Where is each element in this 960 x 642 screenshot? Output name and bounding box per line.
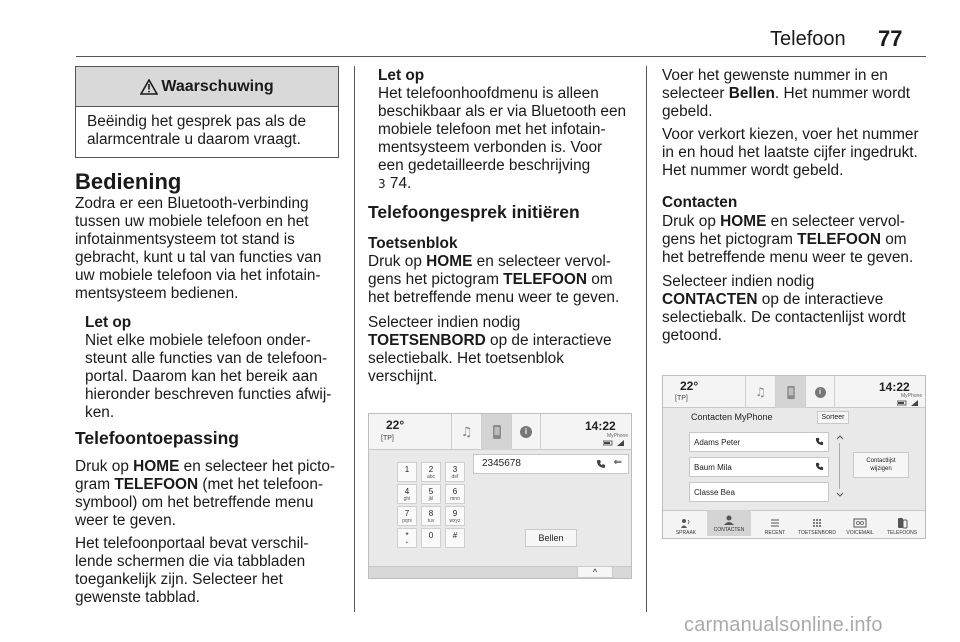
text-line: selectiebalk. De contactenlijst wordt [662,309,906,326]
contact-name: Baum Mila [694,463,732,472]
key-3[interactable]: 3 def [445,462,465,482]
expand-button[interactable] [577,566,613,578]
text-line: getoond. [662,327,722,344]
text-line: Voor verkort kiezen, voer het nummer [662,126,919,143]
key-5[interactable]: 5 jkl [421,484,441,504]
traffic-program-indicator: [TP] [675,395,688,402]
text-line: portal. Daarom kan het bereik aan [85,368,318,385]
phones-icon [896,517,908,529]
selector-label: VOICEMAIL [846,530,874,536]
temperature: 22° [680,379,699,393]
warning-triangle-icon [140,79,158,95]
key-1[interactable]: 1 [397,462,417,482]
infotainment-screenshot-keypad [368,413,632,579]
text-line: Selecteer indien nodig [368,314,521,331]
heading-bediening: Bediening [75,169,182,194]
music-note-icon: ♫ [460,424,473,440]
text-line: toegankelijk zijn. Selecteer het [75,571,283,588]
toepassing-paragraph-2 [75,535,350,607]
contact-row[interactable] [689,457,829,477]
clock: 14:22 [879,380,910,394]
contact-list-title: Contacten MyPhone [691,412,773,422]
text-line: tussen uw mobiele telefoon en het [75,213,309,230]
text-line: selectiebalk. Het toetsenblok [368,350,564,367]
page-reference-link[interactable] [378,175,640,193]
note-title: Let op [378,67,425,84]
text-line: Zodra er een Bluetooth-verbinding [75,195,309,212]
text-line: gebracht, kunt u tal van functies van [75,249,322,266]
button-label: Contactlijst [866,458,896,464]
reference-arrow-icon: 3 [378,177,386,191]
selector-label: CONTACTEN [713,527,745,533]
backspace-icon[interactable]: ⇐ [613,457,622,468]
text-line: infotainmentsysteem tot stand is [75,231,295,248]
clock: 14:22 [585,419,616,433]
watermark: carmanualsonline.info [684,614,883,636]
number-input-field[interactable] [473,454,629,474]
key-hash[interactable]: # [445,528,465,548]
text-line: beschikbaar als er via Bluetooth een [378,103,627,120]
warning-body [76,107,338,155]
text-line: Druk op HOME en selecteer het picto- [75,458,336,475]
selector-recent[interactable] [755,517,795,536]
traffic-program-indicator: [TP] [381,435,394,442]
selector-label: SPRAAK [675,530,697,536]
key-9[interactable]: 9 wxyz [445,506,465,526]
contacten-paragraph-1 [662,213,937,267]
text-line: hieronder beschreven functies afwij- [85,386,332,403]
contact-row[interactable] [689,482,829,502]
button-label: wijzigen [870,466,892,472]
contact-row[interactable] [689,432,829,452]
heading-telefoongesprek-initieren: Telefoongesprek initiëren [368,202,580,222]
text-line: Het nummer wordt gebeld. [662,162,844,179]
tab-music[interactable] [451,414,481,450]
text-line: selecteer Bellen. Het nummer wordt [662,85,911,102]
subheading-toetsenblok: Toetsenblok [368,235,458,252]
reference-page: 74. [385,175,412,192]
header-rule [76,56,926,57]
warning-line: Beëindig het gesprek pas als de [87,113,307,130]
battery-signal-icon [897,400,919,406]
selector-label: TOETSENBORD [798,530,836,536]
text-line: mentsysteem bedienen. [75,285,239,302]
scrollbar[interactable] [836,434,844,500]
tab-music[interactable] [745,376,775,408]
text-line: weer te geven. [75,512,176,529]
info-icon: i [520,426,532,438]
page-header [0,26,960,56]
note-left [85,314,350,422]
text-line: het betreffende menu weer te geven. [662,249,914,266]
toetsenblok-paragraph-1 [368,253,643,307]
text-line: gens het pictogram TELEFOON om [662,231,907,248]
text-line: mobiele telefoon met het infotain- [378,121,606,138]
edit-contact-list-button[interactable] [853,452,909,478]
page-title: Telefoon [770,28,846,50]
key-8[interactable]: 8 tuv [421,506,441,526]
keypad-icon [811,517,823,529]
key-6[interactable]: 6 mno [445,484,465,504]
scroll-down-icon[interactable] [836,492,844,498]
voicemail-icon [853,517,867,529]
text-line: Het telefoonportaal bevat verschil- [75,535,309,552]
key-star[interactable]: * + [397,528,417,548]
connected-phone-name: MyPhone [901,393,923,399]
interaction-selector-bar [663,510,925,538]
call-contact-icon[interactable] [815,437,824,446]
selector-keypad[interactable] [795,517,839,536]
toetsenblok-paragraph-2 [368,314,643,386]
recent-calls-icon [769,517,781,529]
tab-info[interactable] [511,414,541,450]
text-line: het betreffende menu weer te geven. [368,289,620,306]
heading-telefoontoepassing: Telefoontoepassing [75,428,239,448]
scroll-up-icon[interactable] [836,434,844,440]
phone-device-icon [492,424,502,440]
text-line: Voer het gewenste nummer in en [662,67,888,84]
selector-speech[interactable] [667,517,705,536]
text-line: een gedetailleerde beschrijving [378,157,591,174]
right-paragraph-1 [662,67,932,121]
warning-title: Waarschuwing [161,77,274,95]
key-0[interactable]: 0 [421,528,441,548]
right-paragraph-2 [662,126,937,180]
text-line: Druk op HOME en selecteer vervol- [368,253,611,270]
battery-signal-icon [603,440,625,446]
temperature: 22° [386,418,405,432]
text-line: TOETSENBORD op de interactieve [368,332,612,349]
text-line: CONTACTEN op de interactieve [662,291,884,308]
text-line: Selecteer indien nodig [662,273,815,290]
warning-line: alarmcentrale u daarom vraagt. [87,131,301,148]
scroll-track [839,443,840,489]
column-divider-left [354,66,355,612]
sort-button[interactable]: Sorteer [817,411,849,424]
text-line: gram TELEFOON (met het telefoon- [75,476,324,493]
page-number: 77 [878,26,903,51]
note-middle [378,67,640,193]
contacten-paragraph-2 [662,273,937,345]
key-7[interactable]: 7 pqrs [397,506,417,526]
selector-voicemail[interactable] [841,517,879,536]
contacts-icon [723,514,735,526]
toepassing-paragraph-1 [75,458,350,530]
text-line: in en houd het laatste cijfer ingedrukt. [662,144,918,161]
subheading-contacten: Contacten [662,194,738,211]
column-divider-right [646,66,647,612]
selector-label: RECENT [764,530,786,536]
text-line: ken. [85,404,115,421]
dial-phone-icon [596,459,606,469]
contact-name: Classe Bea [694,488,735,497]
text-line: Druk op HOME en selecteer vervol- [662,213,905,230]
text-line: gens het pictogram TELEFOON om [368,271,613,288]
selector-phones[interactable] [881,517,923,536]
call-contact-icon[interactable] [815,462,824,471]
text-line: gewenste tabblad. [75,589,200,606]
warning-header [76,67,338,107]
text-line: lende schermen die via tabbladen [75,553,306,570]
phone-device-icon [786,385,796,400]
text-line: Niet elke mobiele telefoon onder- [85,332,311,349]
info-icon: i [815,387,826,398]
music-note-icon: ♫ [755,385,766,399]
connected-phone-name: MyPhone [607,433,629,439]
text-line: uw mobiele telefoon via het infotain- [75,267,321,284]
infotainment-screenshot-contacts [662,375,926,539]
key-2[interactable]: 2 abc [421,462,441,482]
text-line: gebeld. [662,103,713,120]
key-4[interactable]: 4 ghi [397,484,417,504]
selector-contacts[interactable] [707,510,751,536]
text-line: mentsysteem verbonden is. Voor [378,139,603,156]
text-line: steunt alle functies van de telefoon- [85,350,328,367]
status-bar [369,414,631,450]
tab-phone[interactable] [775,376,805,408]
text-line: verschijnt. [368,368,438,385]
contact-name: Adams Peter [694,438,741,447]
warning-box [75,66,339,158]
voice-recognition-icon [680,517,692,529]
selector-label: TELEFOONS [886,530,918,536]
text-line: symbool) om het betreffende menu [75,494,314,511]
note-title: Let op [85,314,132,331]
call-button[interactable]: Bellen [525,529,577,547]
entered-number: 2345678 [482,458,521,469]
bediening-paragraph [75,195,350,303]
chevron-up-icon: ^ [592,567,598,577]
text-line: Het telefoonhoofdmenu is alleen [378,85,599,102]
status-bar [663,376,925,408]
tab-phone[interactable] [481,414,511,450]
tab-info[interactable] [805,376,835,408]
